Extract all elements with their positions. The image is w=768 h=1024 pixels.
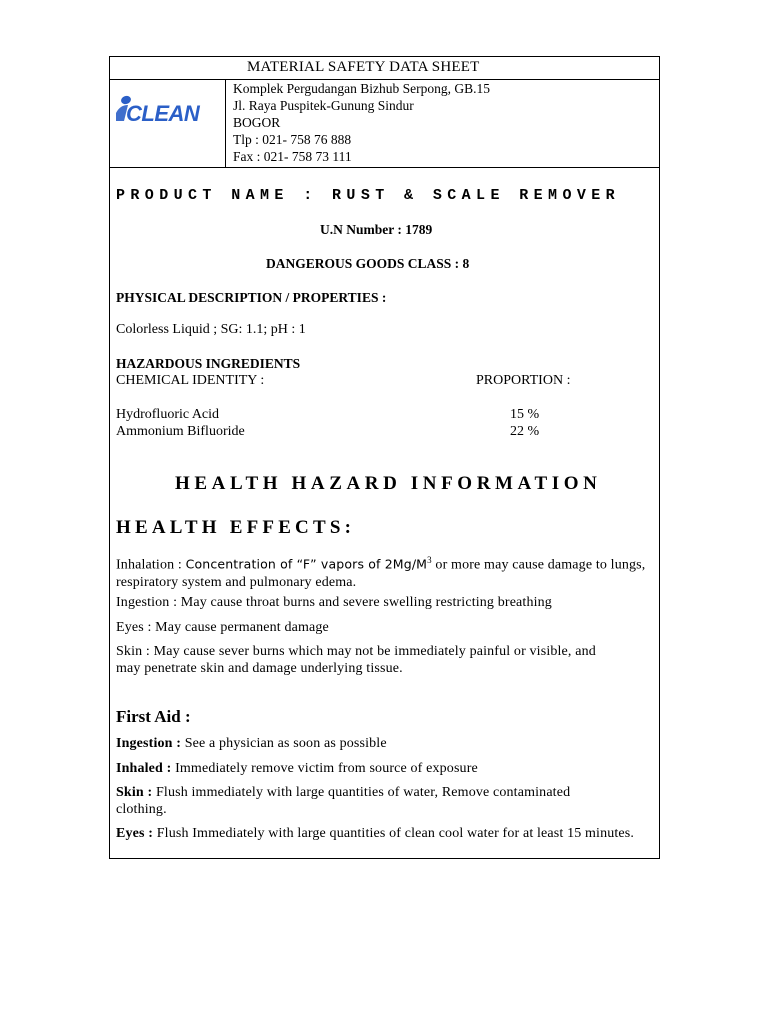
first-aid-heading: First Aid : bbox=[116, 707, 191, 726]
title-row bbox=[110, 57, 659, 80]
physical-text: Colorless Liquid ; SG: 1.1; pH : 1 bbox=[116, 322, 306, 337]
skin-effect: Skin : May cause sever burns which may not be immediately painful or visible, and may penetrate skin and damage underlying tissue. bbox=[116, 644, 596, 676]
first-aid-text: Flush immediately with large quantities of water, Remove contaminated clothing. bbox=[116, 785, 571, 817]
health-hazard-heading: HEALTH HAZARD INFORMATION bbox=[175, 473, 602, 494]
product-name: PRODUCT NAME : RUST & SCALE REMOVER bbox=[116, 187, 621, 204]
inhalation-rest: or more may cause damage to lungs, respiratory system and pulmonary edema. bbox=[116, 557, 646, 590]
first-aid-text: See a physician as soon as possible bbox=[184, 736, 387, 751]
first-aid-ingestion bbox=[116, 735, 651, 752]
ingredient-name: Ammonium Bifluoride bbox=[116, 424, 245, 439]
address-line: Jl. Raya Puspitek-Gunung Sindur bbox=[233, 98, 414, 113]
ingredient-proportion: 15 % bbox=[510, 407, 540, 422]
inhalation-label: Inhalation : bbox=[116, 557, 186, 573]
address-line: BOGOR bbox=[233, 115, 281, 130]
eyes-effect: Eyes : May cause permanent damage bbox=[116, 620, 329, 635]
dangerous-goods-class: DANGEROUS GOODS CLASS : 8 bbox=[266, 256, 470, 271]
health-effects-heading: HEALTH EFFECTS: bbox=[116, 517, 356, 538]
first-aid-inhaled bbox=[116, 760, 651, 777]
superscript-three: 3 bbox=[427, 555, 432, 565]
first-aid-skin bbox=[116, 784, 586, 818]
msds-sheet bbox=[109, 56, 660, 859]
document-title: MATERIAL SAFETY DATA SHEET bbox=[247, 59, 480, 75]
phone-line: Tlp : 021- 758 76 888 bbox=[233, 132, 352, 147]
first-aid-label: Ingestion : bbox=[116, 736, 185, 751]
hazardous-heading: HAZARDOUS INGREDIENTS bbox=[116, 356, 301, 371]
un-number: U.N Number : 1789 bbox=[320, 222, 433, 237]
logo-text: CLEAN bbox=[126, 101, 200, 126]
first-aid-eyes bbox=[116, 825, 653, 842]
inhalation-highlight: Concentration of “F” vapors of 2Mg/M bbox=[185, 556, 428, 572]
first-aid-text: Flush Immediately with large quantities of clean cool water for at least 15 minutes. bbox=[156, 826, 635, 841]
physical-heading: PHYSICAL DESCRIPTION / PROPERTIES : bbox=[116, 290, 387, 305]
logo-cell bbox=[110, 79, 226, 167]
ingredient-name: Hydrofluoric Acid bbox=[116, 407, 220, 422]
first-aid-label: Eyes : bbox=[116, 826, 157, 841]
inhalation-effect bbox=[116, 552, 646, 591]
proportion-label: PROPORTION : bbox=[476, 373, 571, 388]
address-line: Komplek Pergudangan Bizhub Serpong, GB.15 bbox=[233, 81, 490, 96]
fax-line: Fax : 021- 758 73 111 bbox=[233, 149, 352, 164]
company-logo bbox=[112, 91, 222, 131]
first-aid-label: Skin : bbox=[116, 785, 156, 800]
first-aid-label: Inhaled : bbox=[116, 761, 176, 776]
ingestion-effect: Ingestion : May cause throat burns and severe swelling restricting breathing bbox=[116, 595, 552, 610]
ingredient-proportion: 22 % bbox=[510, 424, 540, 439]
first-aid-text: Immediately remove victim from source of exposure bbox=[175, 761, 478, 776]
company-address bbox=[233, 80, 490, 165]
company-header bbox=[110, 79, 659, 168]
chemical-identity-label: CHEMICAL IDENTITY : bbox=[116, 373, 265, 388]
